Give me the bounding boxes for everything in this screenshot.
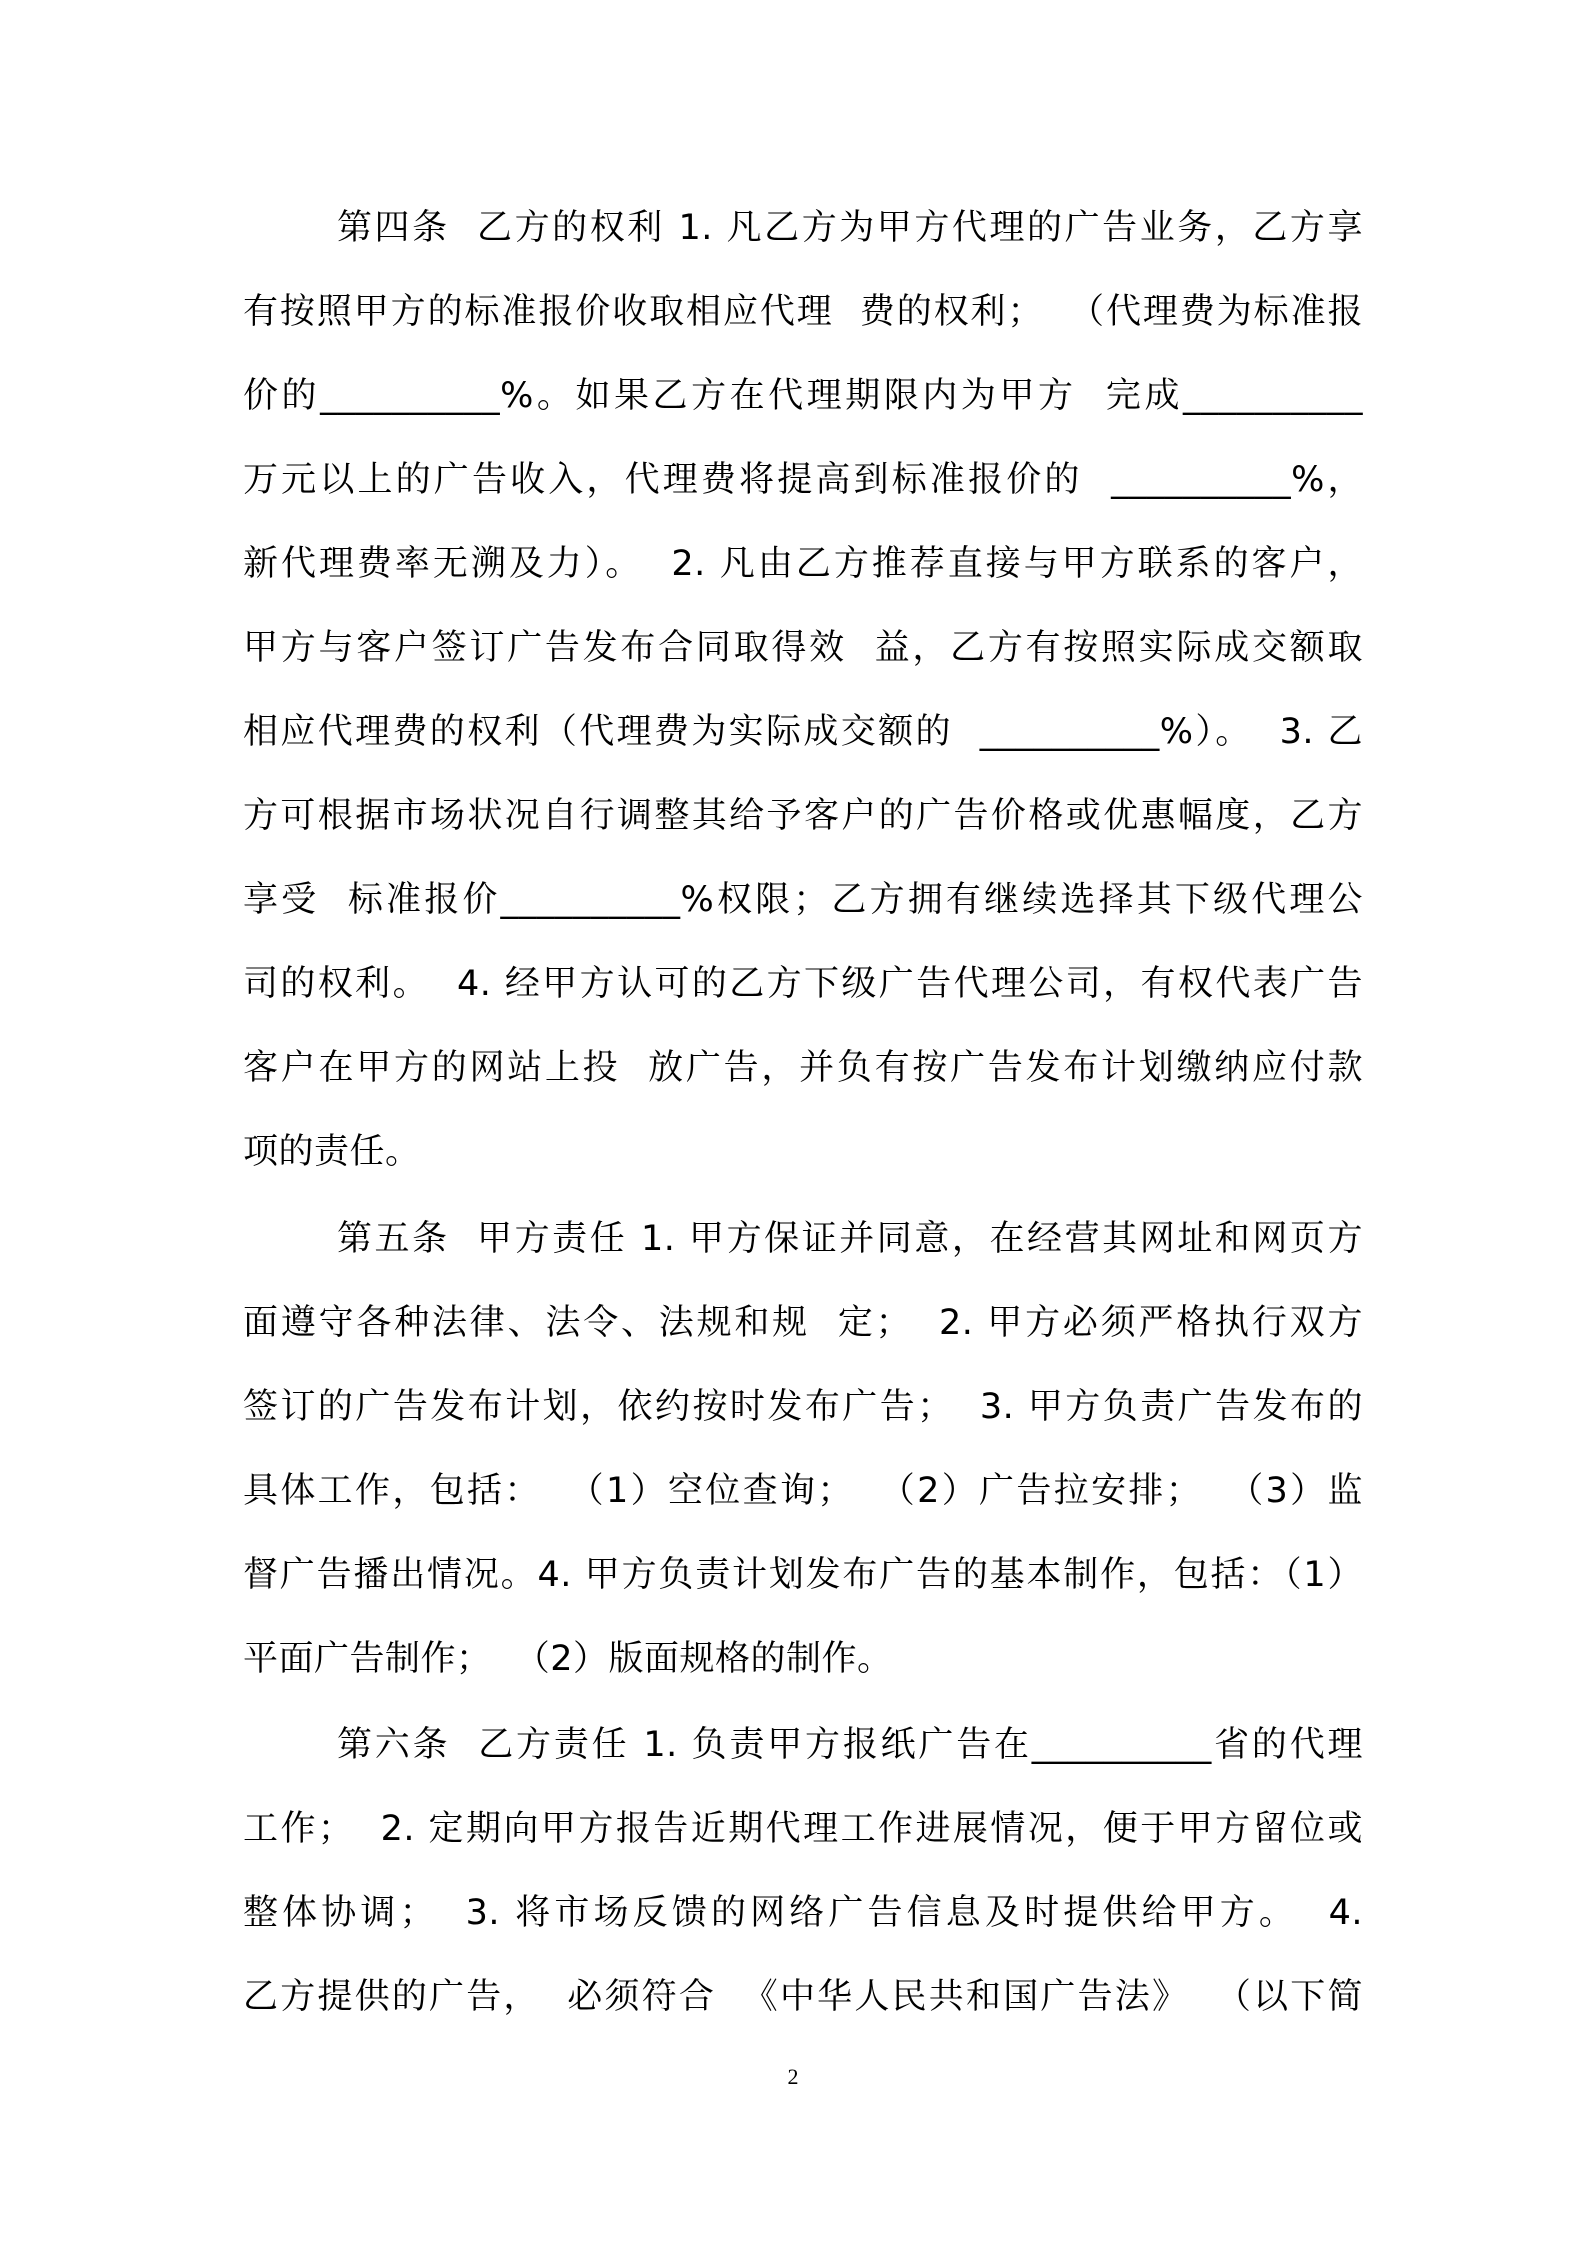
paragraph-line: 第四条 乙方的权利 1. 凡乙方为甲方代理的广告业务，乙方享: [337, 208, 1363, 248]
paragraph-line: 第五条 甲方责任 1. 甲方保证并同意，在经营其网址和网页方: [337, 1219, 1363, 1259]
paragraph-line: 价的__________%。如果乙方在代理期限内为甲方 完成__________: [243, 376, 1363, 416]
paragraph-line: 方可根据市场状况自行调整其给予客户的广告价格或优惠幅度，乙方: [243, 796, 1363, 836]
paragraph-line: 相应代理费的权利（代理费为实际成交额的 __________%）。 3. 乙: [243, 712, 1363, 752]
paragraph-line: 签订的广告发布计划，依约按时发布广告； 3. 甲方负责广告发布的: [243, 1387, 1363, 1427]
paragraph-line: 甲方与客户签订广告发布合同取得效 益，乙方有按照实际成交额取: [243, 628, 1363, 668]
paragraph-line: 客户在甲方的网站上投 放广告，并负有按广告发布计划缴纳应付款: [243, 1048, 1363, 1088]
paragraph-line: 万元以上的广告收入，代理费将提高到标准报价的 __________%，: [243, 460, 1363, 500]
paragraph-line: 乙方提供的广告， 必须符合 《中华人民共和国广告法》 （以下简: [243, 1977, 1363, 2017]
article-4-paragraph: [243, 186, 1363, 1194]
paragraph-line: 督广告播出情况。4. 甲方负责计划发布广告的基本制作，包括：（1）: [243, 1555, 1363, 1595]
paragraph-line: 整体协调； 3. 将市场反馈的网络广告信息及时提供给甲方。 4.: [243, 1893, 1363, 1933]
paragraph-line: 享受 标准报价__________%权限；乙方拥有继续选择其下级代理公: [243, 880, 1363, 920]
paragraph-line: 项的责任。: [243, 1132, 421, 1172]
article-5-paragraph: [243, 1197, 1363, 1701]
paragraph-line: 新代理费率无溯及力）。 2. 凡由乙方推荐直接与甲方联系的客户，: [243, 544, 1363, 584]
paragraph-line: 具体工作，包括： （1）空位查询； （2）广告拉安排； （3）监: [243, 1471, 1363, 1511]
paragraph-line: 面遵守各种法律、法令、法规和规 定； 2. 甲方必须严格执行双方: [243, 1303, 1363, 1343]
paragraph-line: 司的权利。 4. 经甲方认可的乙方下级广告代理公司，有权代表广告: [243, 964, 1363, 1004]
page-number: 2: [787, 2064, 799, 2089]
paragraph-line: 第六条 乙方责任 1. 负责甲方报纸广告在__________省的代理: [337, 1725, 1363, 1765]
paragraph-line: 工作； 2. 定期向甲方报告近期代理工作进展情况，便于甲方留位或: [243, 1809, 1363, 1849]
paragraph-line: 平面广告制作； （2）版面规格的制作。: [243, 1639, 893, 1679]
article-6-paragraph: [243, 1703, 1363, 2039]
paragraph-line: 有按照甲方的标准报价收取相应代理 费的权利； （代理费为标准报: [243, 292, 1363, 332]
